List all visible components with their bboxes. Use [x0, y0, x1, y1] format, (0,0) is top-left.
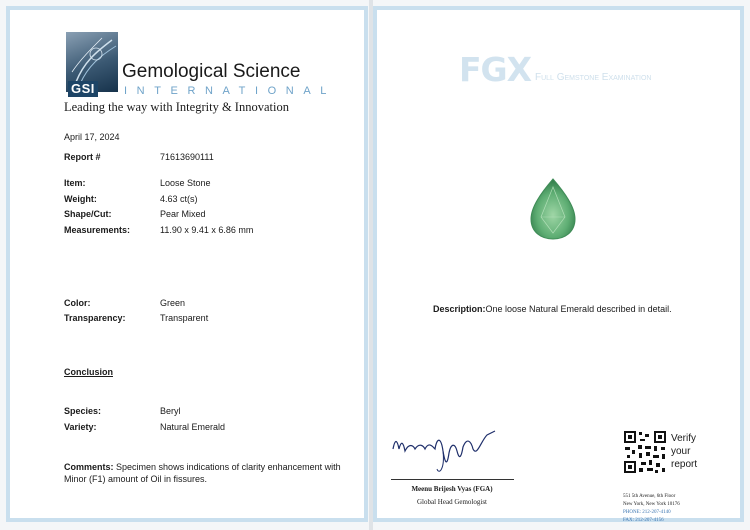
signatory-name: Meenu Brijesh Vyas (FGA) [411, 485, 493, 493]
address-line-1: 551 5th Avenue, 6th Floor [623, 494, 676, 499]
item-value: Loose Stone [160, 178, 211, 188]
species-label: Species: [64, 406, 102, 416]
color-value: Green [160, 298, 186, 308]
comments-block [64, 461, 354, 485]
signatory-title: Global Head Gemologist [417, 498, 487, 506]
report-date: April 17, 2024 [64, 132, 120, 142]
measurements-value: 11.90 x 9.41 x 6.86 mm [160, 225, 254, 235]
measurements-label: Measurements: [64, 225, 131, 235]
shape-value: Pear Mixed [160, 209, 206, 219]
species-value: Beryl [160, 406, 181, 416]
description-label: Description: [433, 304, 486, 314]
description-line [433, 304, 672, 314]
variety-value: Natural Emerald [160, 422, 226, 432]
verify-word-3: report [671, 459, 698, 470]
report-left-page [6, 6, 368, 522]
weight-value: 4.63 ct(s) [160, 194, 198, 204]
shape-label: Shape/Cut: [64, 209, 112, 219]
qr-code[interactable] [623, 430, 667, 474]
verify-word-2: your [671, 446, 691, 457]
weight-label: Weight: [64, 194, 97, 204]
description-text: One loose Natural Emerald described in detail. [485, 304, 672, 314]
comments-text: Specimen shows indications of clarity enhancement with Minor (F1) amount of Oil in fissures. [64, 462, 341, 484]
comments-label: Comments: [64, 462, 114, 472]
emerald-gem-image [529, 177, 577, 241]
verify-report-text [671, 432, 697, 471]
signature-line [391, 479, 514, 480]
variety-label: Variety: [64, 422, 97, 432]
color-label: Color: [64, 298, 91, 308]
report-number-label: Report # [64, 152, 101, 162]
signature-image [391, 423, 501, 477]
transparency-label: Transparency: [64, 313, 126, 323]
company-name: Gemological Science [122, 61, 301, 82]
report-number-value: 71613690111 [160, 152, 214, 162]
office-address [623, 493, 680, 525]
item-label: Item: [64, 178, 86, 188]
address-line-2: New York, New York 10176 [623, 502, 680, 507]
transparency-value: Transparent [160, 313, 209, 323]
fgx-logo: FGX [459, 50, 532, 89]
phone-number: PHONE: 212-207-4140 [623, 510, 671, 515]
verify-word-1: Verify [671, 433, 697, 444]
gsi-badge: GSI [68, 81, 98, 97]
report-right-page [373, 6, 744, 522]
conclusion-heading: Conclusion [64, 367, 113, 377]
company-subtitle: INTERNATIONAL [124, 85, 336, 97]
company-tagline: Leading the way with Integrity & Innovation [64, 100, 289, 114]
fgx-subtitle: Full Gemstone Examination [535, 72, 652, 83]
fax-number: FAX: 212-207-4156 [623, 518, 664, 523]
